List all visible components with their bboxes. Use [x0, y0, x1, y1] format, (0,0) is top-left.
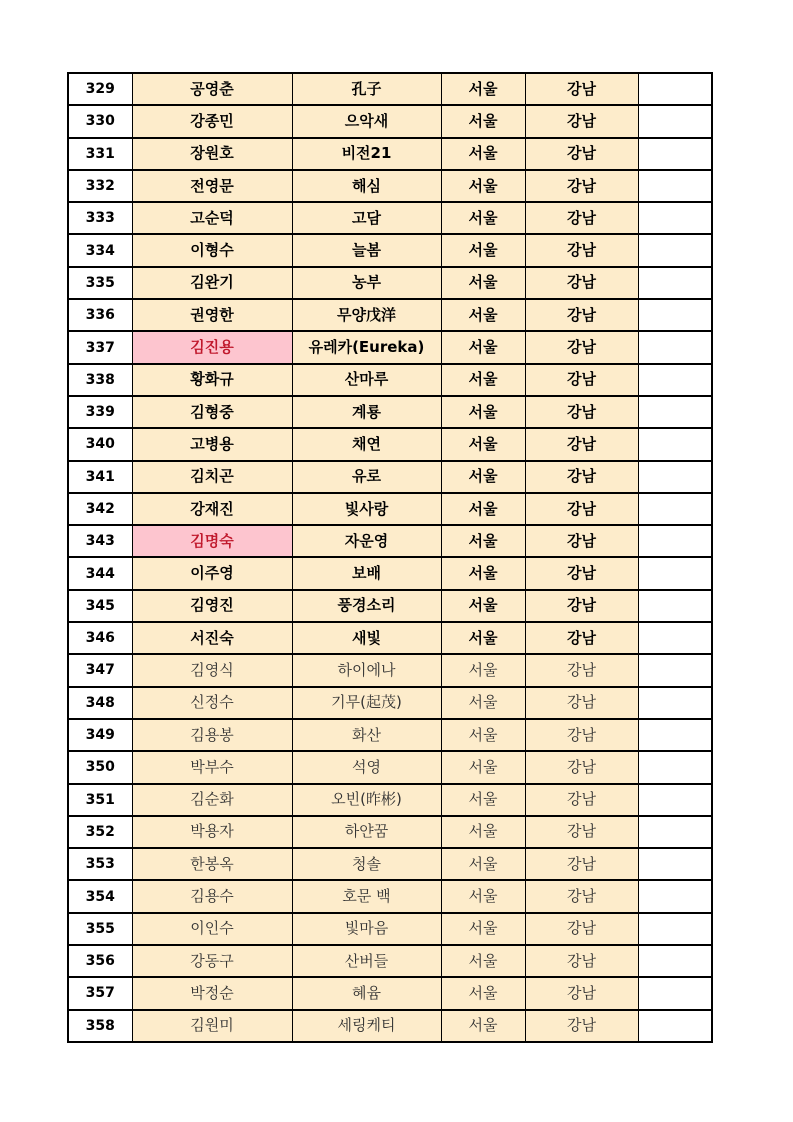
- city-cell: 서울: [441, 977, 525, 1009]
- member-name-cell: 공영춘: [132, 73, 292, 105]
- row-number-cell: 343: [68, 525, 132, 557]
- member-name-cell: 장원호: [132, 138, 292, 170]
- row-number-cell: 335: [68, 267, 132, 299]
- city-cell: 서울: [441, 461, 525, 493]
- member-alias-cell: 석영: [292, 751, 441, 783]
- table-row: [68, 751, 712, 783]
- member-name-cell: 박정순: [132, 977, 292, 1009]
- extra-cell: [638, 267, 712, 299]
- row-number-cell: 336: [68, 299, 132, 331]
- member-alias-cell: 산마루: [292, 364, 441, 396]
- member-name-cell: 한봉옥: [132, 848, 292, 880]
- table-row: [68, 880, 712, 912]
- member-alias-cell: 빛마음: [292, 913, 441, 945]
- row-number-cell: 338: [68, 364, 132, 396]
- member-alias-cell: 해심: [292, 170, 441, 202]
- district-cell: 강남: [525, 751, 638, 783]
- member-alias-cell: 빛사랑: [292, 493, 441, 525]
- district-cell: 강남: [525, 719, 638, 751]
- table-row: [68, 557, 712, 589]
- member-name-cell: 강동구: [132, 945, 292, 977]
- extra-cell: [638, 493, 712, 525]
- member-alias-cell: 보배: [292, 557, 441, 589]
- row-number-cell: 339: [68, 396, 132, 428]
- member-alias-cell: 자운영: [292, 525, 441, 557]
- extra-cell: [638, 428, 712, 460]
- city-cell: 서울: [441, 331, 525, 363]
- member-name-cell: 김치곤: [132, 461, 292, 493]
- member-name-cell: 고순덕: [132, 202, 292, 234]
- city-cell: 서울: [441, 396, 525, 428]
- row-number-cell: 341: [68, 461, 132, 493]
- city-cell: 서울: [441, 913, 525, 945]
- city-cell: 서울: [441, 138, 525, 170]
- district-cell: 강남: [525, 202, 638, 234]
- row-number-cell: 344: [68, 557, 132, 589]
- city-cell: 서울: [441, 428, 525, 460]
- city-cell: 서울: [441, 170, 525, 202]
- table-row: [68, 202, 712, 234]
- table-row: [68, 461, 712, 493]
- table-row: [68, 73, 712, 105]
- row-number-cell: 353: [68, 848, 132, 880]
- city-cell: 서울: [441, 622, 525, 654]
- table-row: [68, 784, 712, 816]
- district-cell: 강남: [525, 170, 638, 202]
- extra-cell: [638, 234, 712, 266]
- member-alias-cell: 채연: [292, 428, 441, 460]
- member-alias-cell: 화산: [292, 719, 441, 751]
- district-cell: 강남: [525, 299, 638, 331]
- member-name-cell: 권영한: [132, 299, 292, 331]
- district-cell: 강남: [525, 1010, 638, 1042]
- extra-cell: [638, 299, 712, 331]
- member-alias-cell: 호문 백: [292, 880, 441, 912]
- extra-cell: [638, 525, 712, 557]
- table-row: [68, 719, 712, 751]
- member-alias-cell: 새빛: [292, 622, 441, 654]
- extra-cell: [638, 848, 712, 880]
- member-alias-cell: 으악새: [292, 105, 441, 137]
- district-cell: 강남: [525, 977, 638, 1009]
- extra-cell: [638, 945, 712, 977]
- city-cell: 서울: [441, 654, 525, 686]
- district-cell: 강남: [525, 428, 638, 460]
- table-row: [68, 267, 712, 299]
- city-cell: 서울: [441, 299, 525, 331]
- district-cell: 강남: [525, 687, 638, 719]
- row-number-cell: 333: [68, 202, 132, 234]
- member-alias-cell: 오빈(昨彬): [292, 784, 441, 816]
- city-cell: 서울: [441, 364, 525, 396]
- table-row: [68, 654, 712, 686]
- extra-cell: [638, 751, 712, 783]
- extra-cell: [638, 654, 712, 686]
- member-name-cell: 김용봉: [132, 719, 292, 751]
- member-alias-cell: 孔子: [292, 73, 441, 105]
- table-row: [68, 848, 712, 880]
- member-alias-cell: 세링케티: [292, 1010, 441, 1042]
- member-alias-cell: 무양戊洋: [292, 299, 441, 331]
- table-row: [68, 945, 712, 977]
- extra-cell: [638, 461, 712, 493]
- district-cell: 강남: [525, 73, 638, 105]
- member-name-cell: 박용자: [132, 816, 292, 848]
- member-alias-cell: 혜윰: [292, 977, 441, 1009]
- district-cell: 강남: [525, 396, 638, 428]
- city-cell: 서울: [441, 719, 525, 751]
- extra-cell: [638, 1010, 712, 1042]
- district-cell: 강남: [525, 622, 638, 654]
- row-number-cell: 337: [68, 331, 132, 363]
- extra-cell: [638, 719, 712, 751]
- district-cell: 강남: [525, 138, 638, 170]
- table-row: [68, 428, 712, 460]
- row-number-cell: 332: [68, 170, 132, 202]
- row-number-cell: 329: [68, 73, 132, 105]
- member-name-cell: 강재진: [132, 493, 292, 525]
- extra-cell: [638, 331, 712, 363]
- district-cell: 강남: [525, 654, 638, 686]
- member-alias-cell: 풍경소리: [292, 590, 441, 622]
- row-number-cell: 345: [68, 590, 132, 622]
- member-name-cell: 고병용: [132, 428, 292, 460]
- member-name-cell: 이형수: [132, 234, 292, 266]
- member-name-cell: 김명숙: [132, 525, 292, 557]
- member-name-cell: 이인수: [132, 913, 292, 945]
- table-row: [68, 170, 712, 202]
- member-name-cell: 강종민: [132, 105, 292, 137]
- row-number-cell: 355: [68, 913, 132, 945]
- table-row: [68, 331, 712, 363]
- table-row: [68, 622, 712, 654]
- extra-cell: [638, 557, 712, 589]
- extra-cell: [638, 202, 712, 234]
- table-row: [68, 364, 712, 396]
- member-alias-cell: 농부: [292, 267, 441, 299]
- district-cell: 강남: [525, 461, 638, 493]
- district-cell: 강남: [525, 105, 638, 137]
- district-cell: 강남: [525, 945, 638, 977]
- extra-cell: [638, 396, 712, 428]
- district-cell: 강남: [525, 364, 638, 396]
- city-cell: 서울: [441, 1010, 525, 1042]
- row-number-cell: 347: [68, 654, 132, 686]
- table-row: [68, 687, 712, 719]
- member-alias-cell: 하이에나: [292, 654, 441, 686]
- member-alias-cell: 청솔: [292, 848, 441, 880]
- member-alias-cell: 비전21: [292, 138, 441, 170]
- district-cell: 강남: [525, 784, 638, 816]
- member-name-cell: 김용수: [132, 880, 292, 912]
- city-cell: 서울: [441, 73, 525, 105]
- district-cell: 강남: [525, 913, 638, 945]
- row-number-cell: 348: [68, 687, 132, 719]
- city-cell: 서울: [441, 590, 525, 622]
- row-number-cell: 357: [68, 977, 132, 1009]
- table-row: [68, 977, 712, 1009]
- member-name-cell: 신정수: [132, 687, 292, 719]
- member-name-cell: 박부수: [132, 751, 292, 783]
- row-number-cell: 358: [68, 1010, 132, 1042]
- member-name-cell: 김완기: [132, 267, 292, 299]
- district-cell: 강남: [525, 557, 638, 589]
- member-alias-cell: 늘봄: [292, 234, 441, 266]
- member-alias-cell: 고담: [292, 202, 441, 234]
- table-row: [68, 525, 712, 557]
- city-cell: 서울: [441, 880, 525, 912]
- extra-cell: [638, 73, 712, 105]
- city-cell: 서울: [441, 202, 525, 234]
- city-cell: 서울: [441, 784, 525, 816]
- extra-cell: [638, 977, 712, 1009]
- district-cell: 강남: [525, 525, 638, 557]
- city-cell: 서울: [441, 105, 525, 137]
- city-cell: 서울: [441, 267, 525, 299]
- member-name-cell: 김진용: [132, 331, 292, 363]
- district-cell: 강남: [525, 493, 638, 525]
- row-number-cell: 354: [68, 880, 132, 912]
- city-cell: 서울: [441, 525, 525, 557]
- member-name-cell: 전영문: [132, 170, 292, 202]
- table-row: [68, 816, 712, 848]
- member-table-body: [68, 73, 712, 1042]
- extra-cell: [638, 138, 712, 170]
- member-name-cell: 김순화: [132, 784, 292, 816]
- member-name-cell: 김영진: [132, 590, 292, 622]
- table-row: [68, 234, 712, 266]
- row-number-cell: 334: [68, 234, 132, 266]
- table-row: [68, 913, 712, 945]
- city-cell: 서울: [441, 493, 525, 525]
- district-cell: 강남: [525, 590, 638, 622]
- district-cell: 강남: [525, 880, 638, 912]
- extra-cell: [638, 816, 712, 848]
- extra-cell: [638, 364, 712, 396]
- table-row: [68, 396, 712, 428]
- table-row: [68, 1010, 712, 1042]
- table-row: [68, 299, 712, 331]
- district-cell: 강남: [525, 234, 638, 266]
- city-cell: 서울: [441, 751, 525, 783]
- row-number-cell: 331: [68, 138, 132, 170]
- row-number-cell: 340: [68, 428, 132, 460]
- extra-cell: [638, 687, 712, 719]
- district-cell: 강남: [525, 848, 638, 880]
- row-number-cell: 342: [68, 493, 132, 525]
- member-name-cell: 김영식: [132, 654, 292, 686]
- member-alias-cell: 하얀꿈: [292, 816, 441, 848]
- member-alias-cell: 유로: [292, 461, 441, 493]
- member-name-cell: 이주영: [132, 557, 292, 589]
- row-number-cell: 352: [68, 816, 132, 848]
- district-cell: 강남: [525, 816, 638, 848]
- member-table: [67, 72, 713, 1043]
- extra-cell: [638, 105, 712, 137]
- extra-cell: [638, 170, 712, 202]
- member-name-cell: 황화규: [132, 364, 292, 396]
- table-row: [68, 590, 712, 622]
- table-row: [68, 493, 712, 525]
- table-row: [68, 138, 712, 170]
- city-cell: 서울: [441, 945, 525, 977]
- district-cell: 강남: [525, 267, 638, 299]
- row-number-cell: 330: [68, 105, 132, 137]
- extra-cell: [638, 622, 712, 654]
- city-cell: 서울: [441, 848, 525, 880]
- member-alias-cell: 유레카(Eureka): [292, 331, 441, 363]
- member-alias-cell: 계룡: [292, 396, 441, 428]
- table-row: [68, 105, 712, 137]
- row-number-cell: 351: [68, 784, 132, 816]
- extra-cell: [638, 913, 712, 945]
- city-cell: 서울: [441, 816, 525, 848]
- district-cell: 강남: [525, 331, 638, 363]
- member-name-cell: 김원미: [132, 1010, 292, 1042]
- member-name-cell: 김형중: [132, 396, 292, 428]
- city-cell: 서울: [441, 687, 525, 719]
- extra-cell: [638, 880, 712, 912]
- extra-cell: [638, 590, 712, 622]
- member-alias-cell: 산버들: [292, 945, 441, 977]
- row-number-cell: 356: [68, 945, 132, 977]
- row-number-cell: 349: [68, 719, 132, 751]
- row-number-cell: 350: [68, 751, 132, 783]
- member-alias-cell: 기무(起茂): [292, 687, 441, 719]
- member-name-cell: 서진숙: [132, 622, 292, 654]
- extra-cell: [638, 784, 712, 816]
- city-cell: 서울: [441, 234, 525, 266]
- city-cell: 서울: [441, 557, 525, 589]
- row-number-cell: 346: [68, 622, 132, 654]
